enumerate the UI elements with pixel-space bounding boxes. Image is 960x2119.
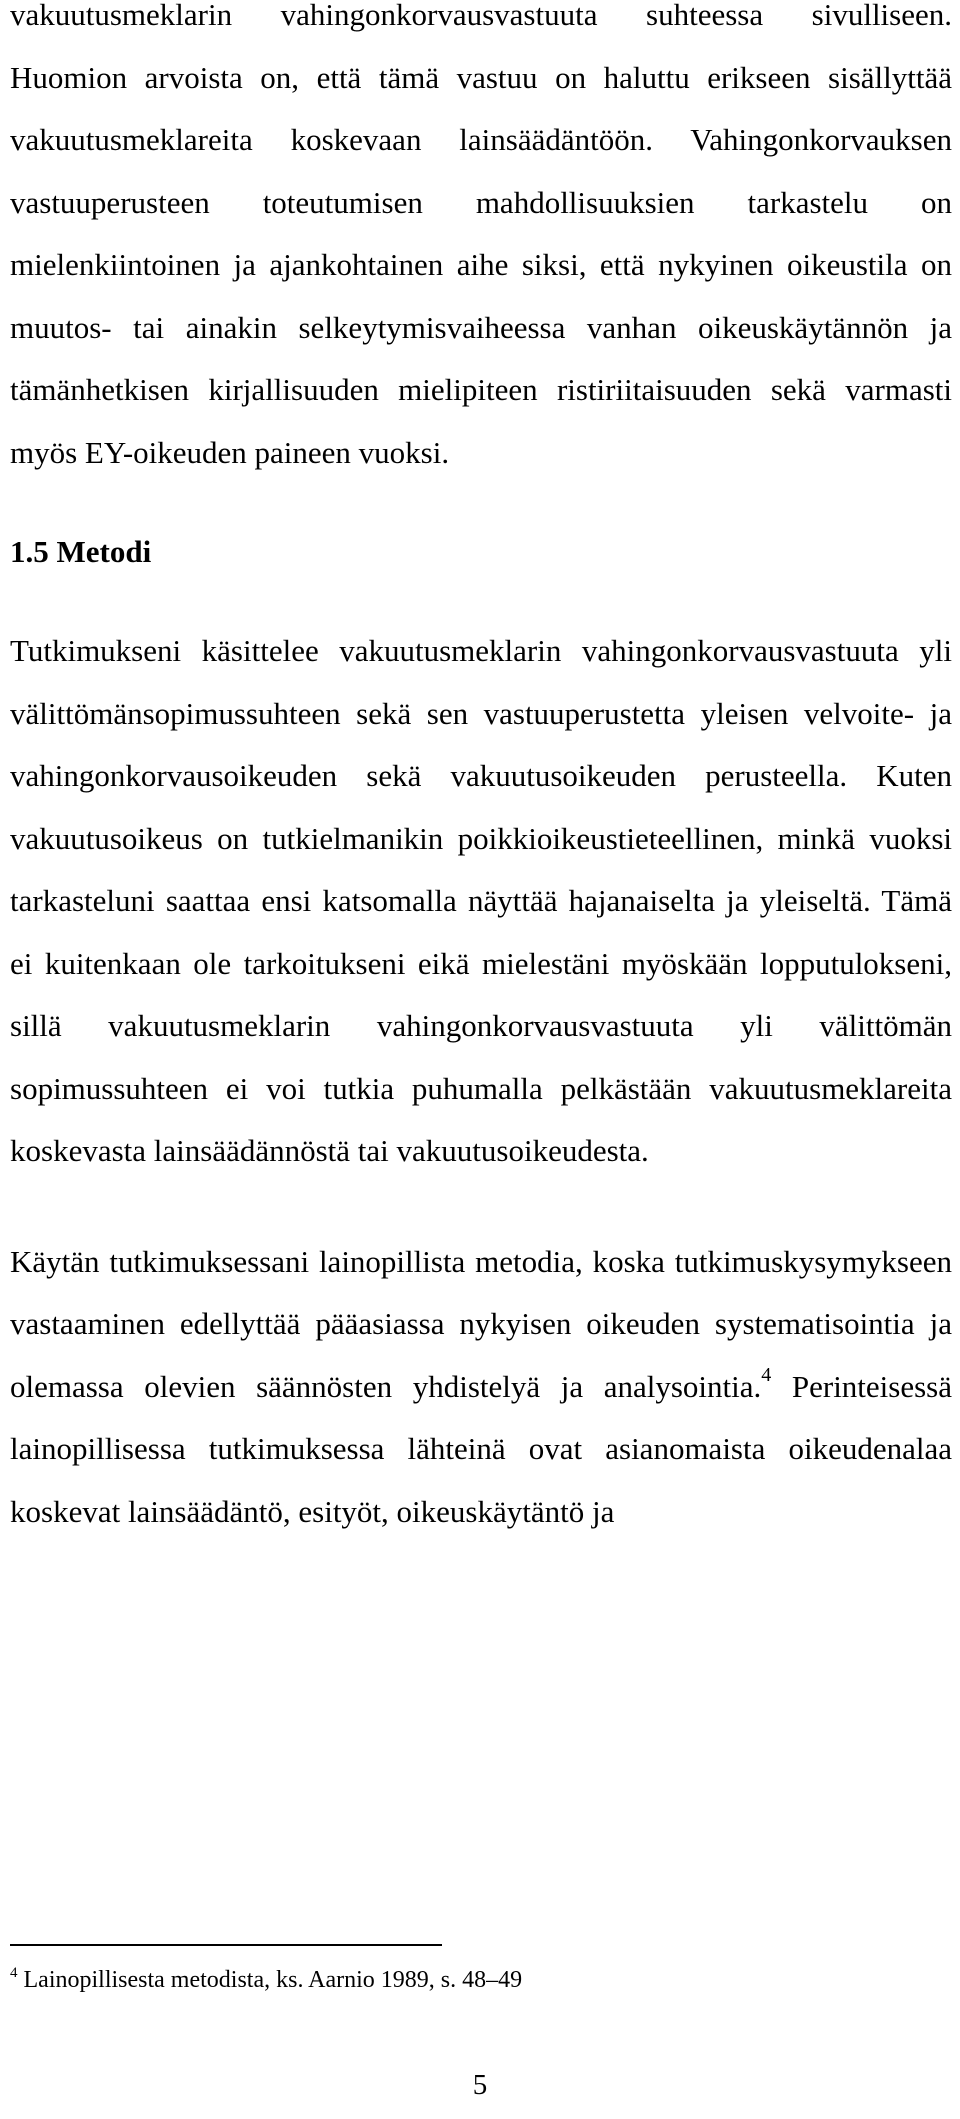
footnote-reference[interactable]: 4 bbox=[761, 1363, 772, 1386]
paragraph-intro-continued: vakuutusmeklarin vahingonkorvausvastuuta suhteessa sivulliseen. Huomion arvoista on, että tämä vastuu on haluttu erikseen sisällyttää vakuutusmeklareita koskevaan lainsäädäntöön. Vahingonkorvauksen vastuuperusteen toteutumisen mahdollisuuksien tarkastelu on mielenkiintoinen ja ajankohtainen aihe siksi, että nykyinen oikeustila on muutos- tai ainakin selkeytymisvaiheessa vanhan oikeuskäytännön ja tämänhetkisen kirjallisuuden mielipiteen ristiriitaisuuden sekä varmasti myös EY-oikeuden paineen vuoksi. bbox=[10, 0, 952, 470]
page-number: 5 bbox=[472, 2069, 488, 2101]
footnote bbox=[10, 1966, 522, 1994]
footnote-number: 4 bbox=[10, 1965, 18, 1981]
document-page bbox=[10, 0, 952, 1543]
footnote-separator bbox=[10, 1944, 442, 1946]
paragraph-method-scope: Tutkimukseni käsittelee vakuutusmeklarin vahingonkorvausvastuuta yli välittömänsopimussuhteen sekä sen vastuuperustetta yleisen velvoite- ja vahingonkorvausoikeuden sekä vakuutusoikeuden perusteella. Kuten vakuutusoikeus on tutkielmanikin poikkioikeustieteellinen, minkä vuoksi tarkasteluni saattaa ensi katsomalla näyttää hajanaiselta ja yleiseltä. Tämä ei kuitenkaan ole tarkoitukseni eikä mielestäni myöskään lopputulokseni, sillä vakuutusmeklarin vahingonkorvausvastuuta yli välittömän sopimussuhteen ei voi tutkia puhumalla pelkästään vakuutusmeklareita koskevasta lainsäädännöstä tai vakuutusoikeudesta. bbox=[10, 633, 952, 1168]
paragraph-text: Käytän tutkimuksessani lainopillista metodia, koska tutkimuskysymykseen vastaaminen edellyttää pääasiassa nykyisen oikeuden systematisointia ja olemassa olevien säännösten yhdistelyä ja analysointia. bbox=[10, 1243, 952, 1404]
paragraph-legal-method bbox=[10, 1231, 952, 1544]
section-heading-metodi: 1.5 Metodi bbox=[10, 534, 152, 569]
footnote-text: Lainopillisesta metodista, ks. Aarnio 1989, s. 48–49 bbox=[17, 1967, 523, 1993]
paragraph-text: Perinteisessä lainopillisessa tutkimuksessa lähteinä ovat asianomaista oikeudenalaa koskevat lainsäädäntö, esityöt, oikeuskäytäntö ja bbox=[10, 1368, 953, 1529]
